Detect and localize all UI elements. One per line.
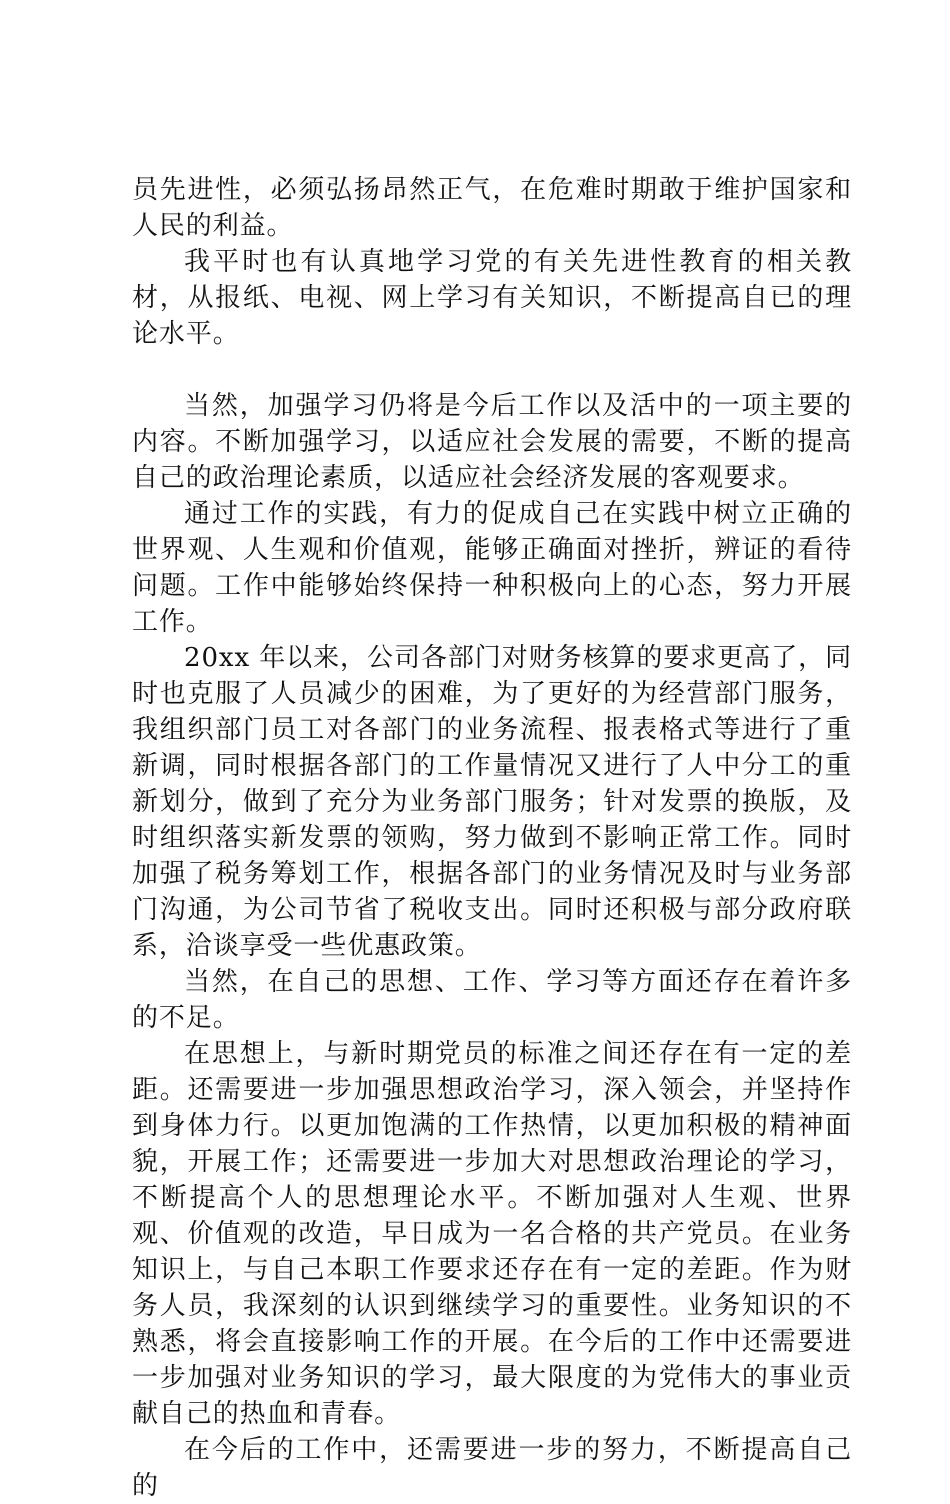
paragraph: 当然，加强学习仍将是今后工作以及活中的一项主要的内容。不断加强学习，以适应社会发展的需要，不断的提高自己的政治理论素质，以适应社会经济发展的客观要求。 xyxy=(132,391,852,493)
paragraph: 通过工作的实践，有力的促成自己在实践中树立正确的世界观、人生观和价值观，能够正确面对挫折，辨证的看待问题。工作中能够始终保持一种积极向上的心态，努力开展工作。 xyxy=(132,499,852,637)
paragraph: 当然，在自己的思想、工作、学习等方面还存在着许多的不足。 xyxy=(132,967,852,1033)
paragraph: 在思想上，与新时期党员的标准之间还存在有一定的差距。还需要进一步加强思想政治学习，深入领会，并坚持作到身体力行。以更加饱满的工作热情，以更加积极的精神面貌，开展工作；还需要进一步加大对思想政治理论的学习，不断提高个人的思想理论水平。不断加强对人生观、世界观、价值观的改造，早日成为一名合格的共产党员。在业务知识上，与自己本职工作要求还存在有一定的差距。作为财务人员，我深刻的认识到继续学习的重要性。业务知识的不熟悉，将会直接影响工作的开展。在今后的工作中还需要进一步加强对业务知识的学习，最大限度的为党伟大的事业贡献自己的热血和青春。 xyxy=(132,1039,852,1429)
document-body xyxy=(132,172,852,1504)
paragraph-continued: 员先进性，必须弘扬昂然正气，在危难时期敢于维护国家和人民的利益。 xyxy=(132,175,852,241)
paragraph: 20xx 年以来，公司各部门对财务核算的要求更高了，同时也克服了人员减少的困难，为了更好的为经营部门服务，我组织部门员工对各部门的业务流程、报表格式等进行了重新调，同时根据各部门的工作量情况又进行了人中分工的重新划分，做到了充分为业务部门服务；针对发票的换版，及时组织落实新发票的领购，努力做到不影响正常工作。同时加强了税务筹划工作，根据各部门的业务情况及时与业务部门沟通，为公司节省了税收支出。同时还积极与部分政府联系，洽谈享受一些优惠政策。 xyxy=(132,643,852,961)
paragraph: 我平时也有认真地学习党的有关先进性教育的相关教材，从报纸、电视、网上学习有关知识，不断提高自已的理论水平。 xyxy=(132,247,852,349)
paragraph-truncated: 在今后的工作中，还需要进一步的努力，不断提高自己的 xyxy=(132,1435,852,1501)
